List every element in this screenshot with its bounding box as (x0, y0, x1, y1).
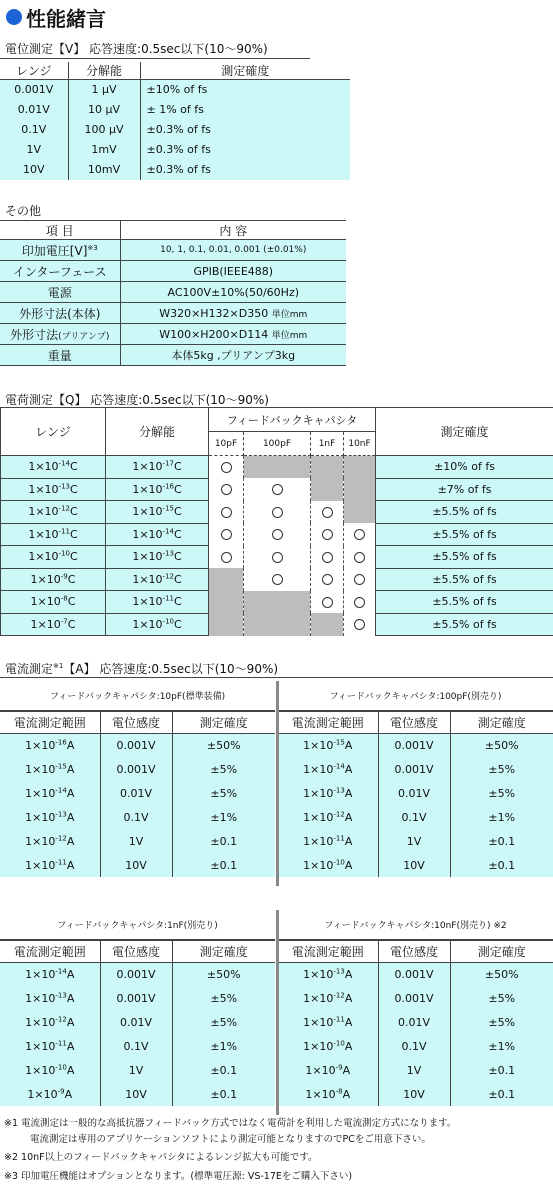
current-range: $1\times 10^{-11}A$ (0, 1034, 100, 1058)
current-sensitivity: 1V (378, 1058, 450, 1082)
voltage-accuracy: ±0.3% of fs (146, 163, 211, 176)
current-sensitivity: 1V (100, 1058, 172, 1082)
charge-range: $1\times 10^{-8}C$ (1, 591, 106, 614)
charge-range: $1\times 10^{-13}C$ (1, 478, 106, 501)
voltage-resolution: 100 μV (68, 120, 140, 140)
charge-row (1, 546, 553, 569)
cap-available-cell (311, 546, 344, 569)
cap-available-cell (311, 501, 344, 524)
voltage-accuracy: ±0.3% of fs (146, 123, 211, 136)
current-accuracy: ±5% (488, 762, 516, 776)
current-accuracy: ±5% (488, 991, 516, 1005)
current-sensitivity: 0.1V (100, 1034, 172, 1058)
current-sensitivity: 0.001V (378, 757, 450, 781)
voltage-resolution: 1mV (68, 140, 140, 160)
current-header-sensitivity: 電位感度 (100, 711, 172, 733)
cap-available-cell (244, 568, 311, 591)
other-value: AC100V±10%(50/60Hz) (120, 282, 346, 303)
cap-10pf-header: 10pF (209, 432, 244, 456)
charge-resolution: $1\times 10^{-15}C$ (106, 501, 209, 524)
current-sensitivity: 0.01V (378, 781, 450, 805)
current-sensitivity: 0.01V (378, 1010, 450, 1034)
other-value: 本体5kg ,プリアンプ3kg (120, 345, 346, 366)
circle-mark-icon (221, 462, 232, 473)
charge-resolution: $1\times 10^{-13}C$ (106, 546, 209, 569)
current-divider-bottom (276, 910, 279, 1115)
current-accuracy: ±50% (206, 967, 241, 981)
current-range: $1\times 10^{-9}A$ (278, 1058, 378, 1082)
charge-title: 電荷測定【Q】 応答速度:0.5sec以下(10～90%) (5, 393, 269, 407)
charge-range: $1\times 10^{-10}C$ (1, 546, 106, 569)
circle-mark-icon (272, 529, 283, 540)
circle-mark-icon (354, 619, 365, 630)
circle-mark-icon (272, 574, 283, 585)
current-accuracy: ±5% (210, 786, 238, 800)
heading-text: 性能緒言 (26, 6, 106, 31)
charge-range: $1\times 10^{-14}C$ (1, 456, 106, 479)
cap-available-cell (244, 501, 311, 524)
voltage-accuracy: ±0.3% of fs (146, 143, 211, 156)
charge-range: $1\times 10^{-11}C$ (1, 523, 106, 546)
charge-accuracy: ±10% of fs (376, 456, 553, 479)
other-value: GPIB(IEEE488) (120, 261, 346, 282)
current-range: $1\times 10^{-12}A$ (0, 829, 100, 853)
charge-resolution: $1\times 10^{-17}C$ (106, 456, 209, 479)
other-label: 重量 (0, 345, 120, 366)
current-accuracy: ±50% (484, 967, 519, 981)
voltage-range: 1V (0, 140, 68, 160)
current-range: $1\times 10^{-16}A$ (0, 733, 100, 757)
charge-range: $1\times 10^{-9}C$ (1, 568, 106, 591)
cap-available-cell (311, 523, 344, 546)
current-range: $1\times 10^{-11}A$ (278, 1010, 378, 1034)
circle-mark-icon (221, 507, 232, 518)
current-sensitivity: 0.001V (100, 986, 172, 1010)
current-range: $1\times 10^{-8}A$ (278, 1082, 378, 1106)
cap-available-cell (209, 456, 244, 479)
cap-available-cell (209, 501, 244, 524)
circle-mark-icon (221, 484, 232, 495)
circle-mark-icon (354, 529, 365, 540)
current-sensitivity: 0.001V (378, 733, 450, 757)
current-accuracy: ±0.1 (488, 858, 516, 872)
current-header-range: 電流測定範囲 (0, 711, 100, 733)
current-range: $1\times 10^{-10}A$ (0, 1058, 100, 1082)
charge-row (1, 523, 553, 546)
current-accuracy: ±0.1 (488, 1063, 516, 1077)
voltage-table (0, 62, 350, 180)
current-sensitivity: 0.1V (378, 805, 450, 829)
other-value: W100×H200×D114 単位mm (120, 324, 346, 345)
voltage-accuracy: ± 1% of fs (146, 103, 204, 116)
cap-available-cell (209, 546, 244, 569)
section-heading (6, 2, 106, 32)
current-accuracy: ±5% (210, 991, 238, 1005)
voltage-title-underline (0, 58, 310, 59)
current-range: $1\times 10^{-12}A$ (0, 1010, 100, 1034)
footnote-1-cont: 電流測定は専用のアプリケーションソフトにより測定可能となりますのでPCをご用意下さい。 (30, 1134, 431, 1145)
other-table (0, 220, 346, 366)
current-sensitivity: 0.001V (100, 962, 172, 986)
charge-resolution: $1\times 10^{-12}C$ (106, 568, 209, 591)
current-range: $1\times 10^{-14}A$ (278, 757, 378, 781)
current-table-caption: フィードバックキャパシタ:1nF(別売り) (0, 910, 275, 940)
circle-mark-icon (221, 552, 232, 563)
footnote-1: ※1 電流測定は一般的な高抵抗器フィードバック方式ではなく電荷計を利用した電流測定方式になります。 (4, 1118, 457, 1129)
cap-unavailable-cell (244, 456, 311, 479)
other-label: 外形寸法(プリアンプ) (0, 324, 120, 345)
current-header-accuracy: 測定確度 (450, 940, 553, 962)
current-sensitivity: 0.001V (100, 757, 172, 781)
current-accuracy: ±0.1 (210, 834, 238, 848)
charge-row (1, 456, 553, 479)
charge-header-accuracy: 測定確度 (376, 408, 553, 456)
circle-mark-icon (354, 574, 365, 585)
voltage-range: 0.001V (0, 80, 68, 100)
current-range: $1\times 10^{-10}A$ (278, 1034, 378, 1058)
voltage-title: 電位測定【V】 応答速度:0.5sec以下(10～90%) (5, 42, 268, 56)
current-range: $1\times 10^{-14}A$ (0, 962, 100, 986)
current-sensitivity: 10V (378, 1082, 450, 1106)
current-range: $1\times 10^{-13}A$ (278, 962, 378, 986)
cap-1nf-header: 1nF (311, 432, 344, 456)
charge-accuracy: ±5.5% of fs (376, 523, 553, 546)
charge-resolution: $1\times 10^{-11}C$ (106, 591, 209, 614)
charge-range: $1\times 10^{-12}C$ (1, 501, 106, 524)
current-sensitivity: 0.01V (100, 1010, 172, 1034)
current-accuracy: ±5% (210, 1015, 238, 1029)
current-accuracy: ±1% (210, 810, 238, 824)
charge-row (1, 613, 553, 636)
current-accuracy: ±5% (488, 1015, 516, 1029)
current-title-underline (0, 677, 553, 678)
cap-unavailable-cell (344, 478, 376, 501)
charge-row (1, 591, 553, 614)
voltage-header-accuracy: 測定確度 (140, 62, 350, 80)
other-label: 外形寸法(本体) (0, 303, 120, 324)
current-header-sensitivity: 電位感度 (100, 940, 172, 962)
current-header-accuracy: 測定確度 (172, 940, 275, 962)
voltage-header-range: レンジ (0, 62, 68, 80)
circle-mark-icon (354, 597, 365, 608)
charge-accuracy: ±5.5% of fs (376, 501, 553, 524)
current-range: $1\times 10^{-9}A$ (0, 1082, 100, 1106)
charge-header-resolution: 分解能 (106, 408, 209, 456)
charge-accuracy: ±7% of fs (376, 478, 553, 501)
current-accuracy: ±0.1 (210, 1087, 238, 1101)
current-range: $1\times 10^{-11}A$ (0, 853, 100, 877)
cap-unavailable-cell (209, 568, 244, 591)
current-accuracy: ±1% (210, 1039, 238, 1053)
cap-available-cell (344, 613, 376, 636)
cap-unavailable-cell (344, 501, 376, 524)
circle-mark-icon (322, 529, 333, 540)
cap-available-cell (344, 546, 376, 569)
cap-available-cell (344, 523, 376, 546)
footnote-3: ※3 印加電圧機能はオプションとなります。(標準電圧源: VS-17Eをご購入下さい) (4, 1171, 353, 1182)
charge-header-range: レンジ (1, 408, 106, 456)
current-header-sensitivity: 電位感度 (378, 711, 450, 733)
cap-available-cell (244, 478, 311, 501)
charge-table (0, 407, 553, 636)
footnote-2: ※2 10nF以上のフィードバックキャパシタによるレンジ拡大も可能です。 (4, 1152, 318, 1163)
charge-row (1, 501, 553, 524)
voltage-header-resolution: 分解能 (68, 62, 140, 80)
cap-100pf-header: 100pF (244, 432, 311, 456)
cap-available-cell (244, 546, 311, 569)
other-header-content: 内 容 (120, 221, 346, 240)
charge-accuracy: ±5.5% of fs (376, 591, 553, 614)
current-accuracy: ±5% (488, 786, 516, 800)
current-range: $1\times 10^{-13}A$ (0, 986, 100, 1010)
voltage-resolution: 1 μV (68, 80, 140, 100)
voltage-range: 0.1V (0, 120, 68, 140)
circle-mark-icon (272, 484, 283, 495)
voltage-range: 0.01V (0, 100, 68, 120)
current-accuracy: ±50% (484, 738, 519, 752)
circle-mark-icon (221, 529, 232, 540)
cap-unavailable-cell (344, 456, 376, 479)
current-range: $1\times 10^{-13}A$ (0, 805, 100, 829)
other-label: 電源 (0, 282, 120, 303)
current-sensitivity: 1V (378, 829, 450, 853)
cap-available-cell (209, 478, 244, 501)
cap-unavailable-cell (311, 613, 344, 636)
circle-mark-icon (322, 552, 333, 563)
current-sensitivity: 1V (100, 829, 172, 853)
current-range: $1\times 10^{-15}A$ (0, 757, 100, 781)
current-header-range: 電流測定範囲 (0, 940, 100, 962)
cap-available-cell (344, 568, 376, 591)
current-range: $1\times 10^{-15}A$ (278, 733, 378, 757)
current-sensitivity: 0.1V (378, 1034, 450, 1058)
current-accuracy: ±0.1 (488, 1087, 516, 1101)
current-sensitivity: 0.01V (100, 781, 172, 805)
bullet-dot-icon (6, 9, 22, 25)
current-table-caption: フィードバックキャパシタ:100pF(別売り) (278, 681, 553, 711)
cap-unavailable-cell (311, 478, 344, 501)
other-value: 10, 1, 0.1, 0.01, 0.001 (±0.01%) (120, 240, 346, 261)
current-sensitivity: 0.001V (100, 733, 172, 757)
current-divider-top (276, 681, 279, 886)
cap-unavailable-cell (244, 613, 311, 636)
current-accuracy: ±1% (488, 1039, 516, 1053)
current-table (0, 910, 275, 1106)
current-sensitivity: 0.001V (378, 962, 450, 986)
charge-accuracy: ±5.5% of fs (376, 613, 553, 636)
circle-mark-icon (322, 507, 333, 518)
charge-range: $1\times 10^{-7}C$ (1, 613, 106, 636)
current-table-caption: フィードバックキャパシタ:10nF(別売り) ※2 (278, 910, 553, 940)
charge-accuracy: ±5.5% of fs (376, 568, 553, 591)
voltage-accuracy: ±10% of fs (146, 83, 208, 97)
charge-accuracy: ±5.5% of fs (376, 546, 553, 569)
current-title: 電流測定$^{※1}$【A】 応答速度:0.5sec以下(10～90%) (5, 662, 279, 676)
voltage-resolution: 10mV (68, 160, 140, 180)
current-sensitivity: 10V (378, 853, 450, 877)
current-range: $1\times 10^{-11}A$ (278, 829, 378, 853)
circle-mark-icon (272, 507, 283, 518)
cap-available-cell (344, 591, 376, 614)
other-label: 印加電圧$[V]^{※3}$ (0, 240, 120, 261)
other-label: インターフェース (0, 261, 120, 282)
current-accuracy: ±1% (488, 810, 516, 824)
cap-available-cell (209, 523, 244, 546)
current-range: $1\times 10^{-10}A$ (278, 853, 378, 877)
current-accuracy: ±0.1 (210, 858, 238, 872)
cap-available-cell (311, 591, 344, 614)
current-sensitivity: 0.001V (378, 986, 450, 1010)
current-sensitivity: 0.1V (100, 805, 172, 829)
current-accuracy: ±5% (210, 762, 238, 776)
current-range: $1\times 10^{-12}A$ (278, 805, 378, 829)
current-sensitivity: 10V (100, 853, 172, 877)
cap-available-cell (311, 568, 344, 591)
charge-header-feedback: フィードバックキャパシタ (209, 408, 376, 432)
current-range: $1\times 10^{-12}A$ (278, 986, 378, 1010)
voltage-resolution: 10 μV (68, 100, 140, 120)
current-table-caption: フィードバックキャパシタ:10pF(標準装備) (0, 681, 275, 711)
current-table (278, 910, 553, 1106)
current-accuracy: ±50% (206, 738, 241, 752)
charge-row (1, 478, 553, 501)
circle-mark-icon (354, 552, 365, 563)
current-header-accuracy: 測定確度 (172, 711, 275, 733)
current-header-range: 電流測定範囲 (278, 711, 378, 733)
cap-10nf-header: 10nF (344, 432, 376, 456)
current-table (0, 681, 275, 877)
charge-resolution: $1\times 10^{-16}C$ (106, 478, 209, 501)
cap-unavailable-cell (209, 591, 244, 614)
cap-unavailable-cell (244, 591, 311, 614)
other-title: その他 (5, 204, 42, 218)
cap-unavailable-cell (311, 456, 344, 479)
cap-unavailable-cell (209, 613, 244, 636)
other-value: W320×H132×D350 単位mm (120, 303, 346, 324)
charge-resolution: $1\times 10^{-14}C$ (106, 523, 209, 546)
circle-mark-icon (272, 552, 283, 563)
current-accuracy: ±0.1 (488, 834, 516, 848)
footnotes (4, 1116, 552, 1185)
charge-row (1, 568, 553, 591)
current-range: $1\times 10^{-13}A$ (278, 781, 378, 805)
circle-mark-icon (322, 574, 333, 585)
current-range: $1\times 10^{-14}A$ (0, 781, 100, 805)
current-header-range: 電流測定範囲 (278, 940, 378, 962)
current-header-sensitivity: 電位感度 (378, 940, 450, 962)
current-sensitivity: 10V (100, 1082, 172, 1106)
charge-resolution: $1\times 10^{-10}C$ (106, 613, 209, 636)
current-header-accuracy: 測定確度 (450, 711, 553, 733)
other-header-item: 項 目 (0, 221, 120, 240)
circle-mark-icon (322, 597, 333, 608)
cap-available-cell (244, 523, 311, 546)
current-table (278, 681, 553, 877)
current-accuracy: ±0.1 (210, 1063, 238, 1077)
voltage-range: 10V (0, 160, 68, 180)
